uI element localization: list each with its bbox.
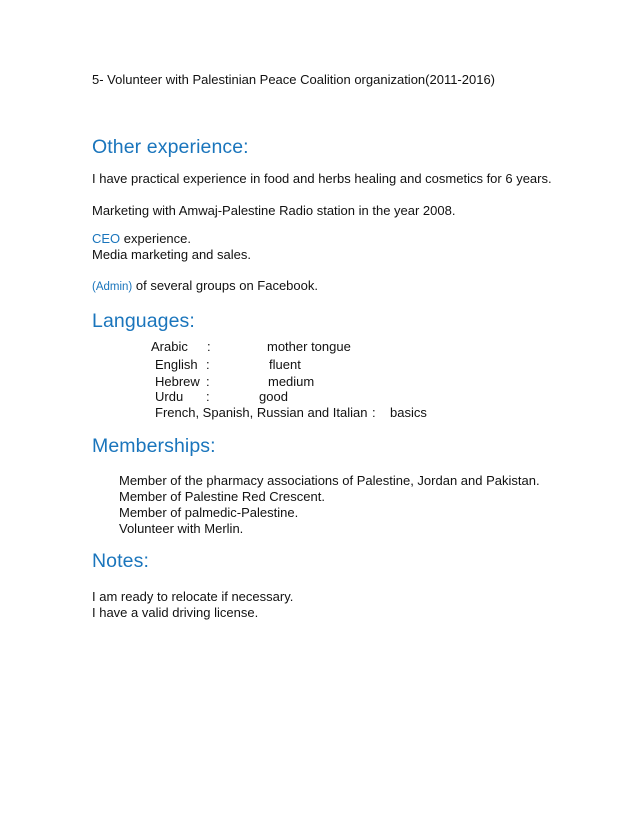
language-separator: : [206,374,210,389]
membership-item: Member of Palestine Red Crescent. [119,489,325,504]
language-name: Urdu [155,389,184,404]
admin-rest: of several groups on Facebook. [132,278,318,293]
language-level: medium [268,374,315,389]
language-separator: : [207,339,211,354]
language-level: mother tongue [267,339,351,354]
ceo-rest: experience. [120,231,191,246]
membership-item: Volunteer with Merlin. [119,521,244,536]
membership-item: Member of palmedic-Palestine. [119,505,299,520]
language-name: Arabic [151,339,188,354]
note-item: I have a valid driving license. [92,605,259,620]
language-level: good [259,389,288,404]
languages-heading: Languages: [92,310,195,332]
other-experience-line-1: I have practical experience in food and herbs healing and cosmetics for 6 years. [92,171,552,186]
membership-item: Member of the pharmacy associations of Palestine, Jordan and Pakistan. [119,473,540,488]
notes-heading: Notes: [92,550,149,572]
ceo-label: CEO [92,231,121,246]
language-level: basics [390,405,427,420]
language-level: fluent [269,357,301,372]
language-separator: : [206,357,210,372]
other-experience-heading: Other experience: [92,136,249,158]
ceo-experience-line [92,231,191,247]
language-name: Hebrew [155,374,200,389]
other-experience-line-2: Marketing with Amwaj-Palestine Radio station in the year 2008. [92,203,456,218]
note-item: I am ready to relocate if necessary. [92,589,294,604]
language-name: English [155,357,198,372]
language-separator: : [372,405,376,420]
language-name: French, Spanish, Russian and Italian [155,405,368,420]
volunteer-line: 5- Volunteer with Palestinian Peace Coalition organization(2011-2016) [92,72,496,87]
admin-label: (Admin) [92,281,133,293]
admin-line [92,278,318,295]
other-experience-line-4: Media marketing and sales. [92,247,251,262]
language-separator: : [206,389,210,404]
memberships-heading: Memberships: [92,435,216,457]
